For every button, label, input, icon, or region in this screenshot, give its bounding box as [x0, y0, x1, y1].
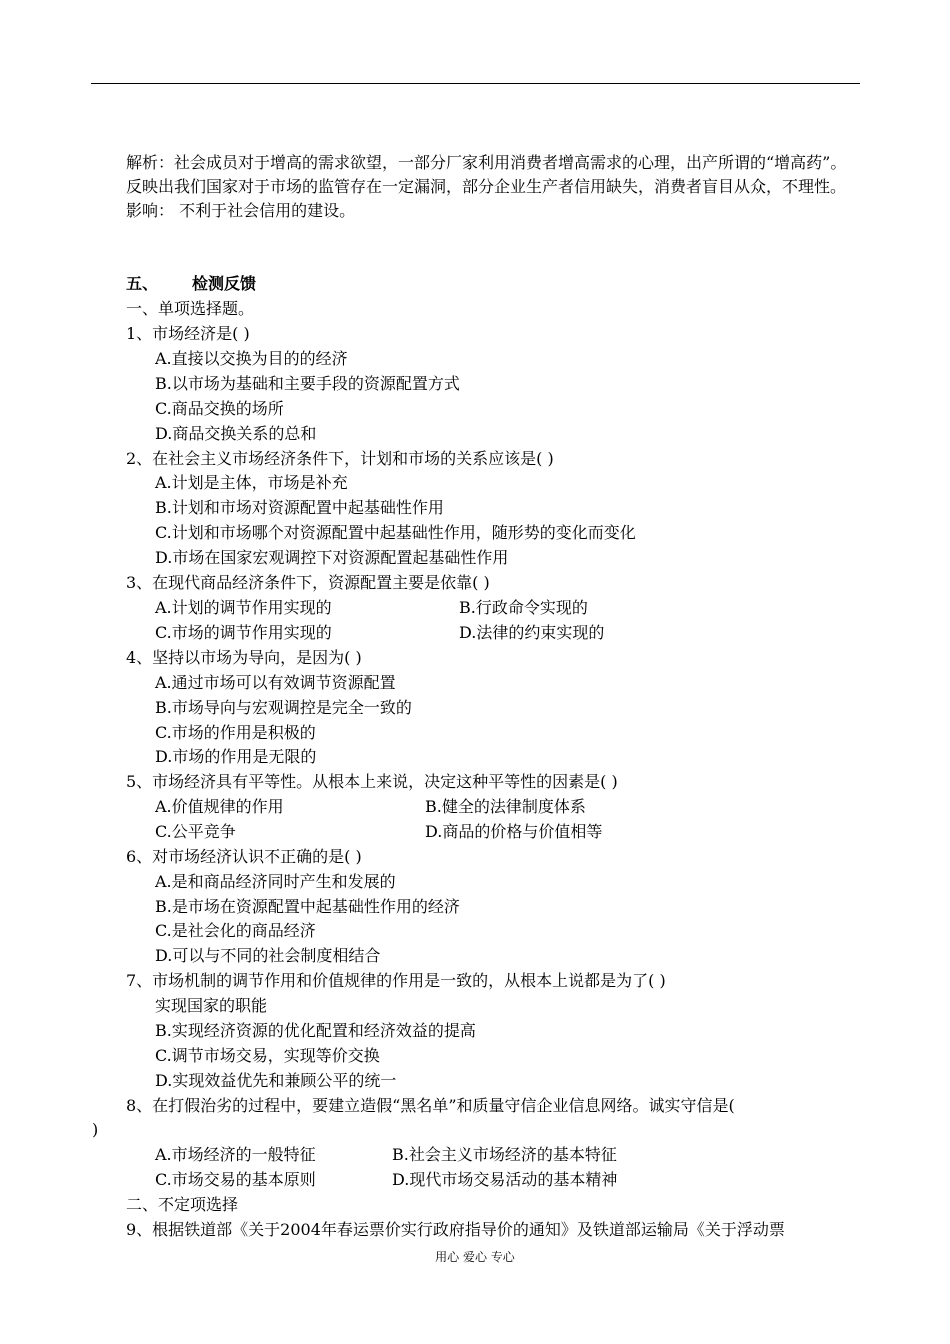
q3-option-d: D.法律的约束实现的: [459, 623, 605, 642]
q6-option-b: B.是市场在资源配置中起基础性作用的经济: [155, 897, 460, 916]
section-title: 检测反馈: [192, 274, 257, 293]
q8-stem: 8、在打假治劣的过程中，要建立造假“黑名单”和质量守信企业信息网络。诚实守信是(: [126, 1096, 735, 1115]
q2-option-c: C.计划和市场哪个对资源配置中起基础性作用，随形势的变化而变化: [155, 523, 636, 542]
q5-option-a: A.价值规律的作用: [155, 797, 284, 816]
q5-stem: 5、市场经济具有平等性。从根本上来说，决定这种平等性的因素是( ): [126, 772, 618, 791]
q1-option-a: A.直接以交换为目的的经济: [155, 349, 348, 368]
q2-option-d: D.市场在国家宏观调控下对资源配置起基础性作用: [155, 548, 509, 567]
analysis-line-3: 影响： 不利于社会信用的建设。: [126, 201, 356, 220]
q8-option-a: A.市场经济的一般特征: [155, 1145, 316, 1164]
part2-title: 二、不定项选择: [126, 1195, 239, 1214]
q1-stem: 1、市场经济是( ): [126, 324, 250, 343]
q8-option-d: D.现代市场交易活动的基本精神: [392, 1170, 618, 1189]
q2-option-a: A.计划是主体，市场是补充: [155, 473, 348, 492]
q7-option-a: 实现国家的职能: [155, 996, 268, 1015]
q7-option-b: B.实现经济资源的优化配置和经济效益的提高: [155, 1021, 476, 1040]
q1-option-c: C.商品交换的场所: [155, 399, 284, 418]
page-footer: 用心 爱心 专心: [435, 1250, 515, 1264]
q6-option-c: C.是社会化的商品经济: [155, 921, 316, 940]
q1-option-b: B.以市场为基础和主要手段的资源配置方式: [155, 374, 460, 393]
q6-option-d: D.可以与不同的社会制度相结合: [155, 946, 381, 965]
q3-option-c: C.市场的调节作用实现的: [155, 623, 332, 642]
q5-option-c: C.公平竞争: [155, 822, 236, 841]
q7-option-d: D.实现效益优先和兼顾公平的统一: [155, 1071, 397, 1090]
q4-stem: 4、坚持以市场为导向，是因为( ): [126, 648, 362, 667]
q9-stem: 9、根据铁道部《关于2004年春运票价实行政府指导价的通知》及铁道部运输局《关于浮动票: [126, 1220, 785, 1239]
q4-option-a: A.通过市场可以有效调节资源配置: [155, 673, 396, 692]
q4-option-c: C.市场的作用是积极的: [155, 723, 316, 742]
q8-stem-continued: ): [92, 1120, 99, 1139]
q1-option-d: D.商品交换关系的总和: [155, 424, 317, 443]
q7-stem: 7、市场机制的调节作用和价值规律的作用是一致的，从根本上说都是为了( ): [126, 971, 666, 990]
part1-title: 一、单项选择题。: [126, 299, 255, 318]
q5-option-d: D.商品的价格与价值相等: [425, 822, 603, 841]
q7-option-c: C.调节市场交易，实现等价交换: [155, 1046, 380, 1065]
q2-stem: 2、在社会主义市场经济条件下，计划和市场的关系应该是( ): [126, 449, 554, 468]
q3-stem: 3、在现代商品经济条件下，资源配置主要是依靠( ): [126, 573, 490, 592]
q4-option-b: B.市场导向与宏观调控是完全一致的: [155, 698, 412, 717]
analysis-line-1: 解析：社会成员对于增高的需求欲望，一部分厂家利用消费者增高需求的心理，出产所谓的“增高药”。: [126, 153, 847, 172]
q4-option-d: D.市场的作用是无限的: [155, 747, 317, 766]
q3-option-a: A.计划的调节作用实现的: [155, 598, 332, 617]
q2-option-b: B.计划和市场对资源配置中起基础性作用: [155, 498, 444, 517]
q3-option-b: B.行政命令实现的: [459, 598, 588, 617]
q6-option-a: A.是和商品经济同时产生和发展的: [155, 872, 396, 891]
q8-option-c: C.市场交易的基本原则: [155, 1170, 316, 1189]
analysis-line-2: 反映出我们国家对于市场的监管存在一定漏洞，部分企业生产者信用缺失，消费者盲目从众，不理性。: [126, 177, 847, 196]
q8-option-b: B.社会主义市场经济的基本特征: [392, 1145, 617, 1164]
q6-stem: 6、对市场经济认识不正确的是( ): [126, 847, 362, 866]
header-rule: [91, 83, 860, 84]
section-number: 五、: [126, 274, 159, 293]
q5-option-b: B.健全的法律制度体系: [425, 797, 586, 816]
